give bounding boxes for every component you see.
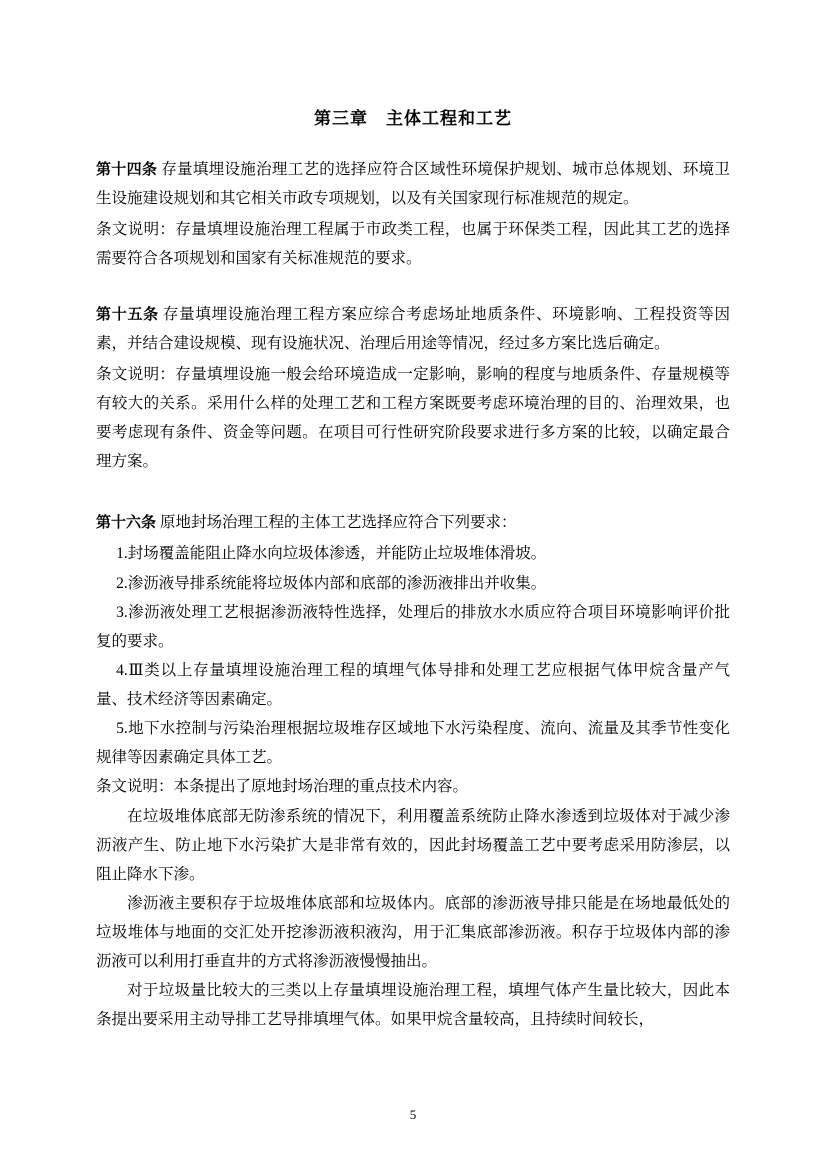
article-16-body <box>96 508 730 537</box>
article-16 <box>96 508 730 1034</box>
article-16-item-1: 1.封场覆盖能阻止降水向垃圾体渗透，并能防止垃圾堆体滑坡。 <box>116 545 547 563</box>
article-16-item-5: 5.地下水控制与污染治理根据垃圾堆存区域地下水污染程度、流向、流量及其季节性变化规律等因素确定具体工艺。 <box>96 720 730 767</box>
article-14-explanation: 条文说明：存量填埋设施治理工程属于市政类工程，也属于环保类工程，因此其工艺的选择需要符合各项规划和国家有关标准规范的要求。 <box>96 221 730 268</box>
article-15 <box>96 300 730 477</box>
spacer <box>96 482 730 508</box>
article-15-explanation: 条文说明：存量填埋设施一般会给环境造成一定影响，影响的程度与地质条件、存量规模等有较大的关系。采用什么样的处理工艺和工程方案既要考虑环境治理的目的、治理效果，也要考虑现有条件、资金等问题。在项目可行性研究阶段要求进行多方案的比较，以确定最合理方案。 <box>96 365 730 471</box>
article-15-text: 存量填埋设施治理工程方案应综合考虑场址地质条件、环境影响、工程投资等因素，并结合建设规模、现有设施状况、治理后用途等情况，经过多方案比选后确定。 <box>96 305 730 352</box>
article-16-item-4: 4.Ⅲ类以上存量填埋设施治理工程的填埋气体导排和处理工艺应根据气体甲烷含量产气量、技术经济等因素确定。 <box>96 661 730 708</box>
page-number: 5 <box>409 1107 417 1122</box>
article-16-explanation: 条文说明：本条提出了原地封场治理的重点技术内容。 <box>96 778 469 796</box>
spacer <box>96 280 730 300</box>
article-15-body <box>96 300 730 358</box>
article-16-explanation-para-3: 对于垃圾量比较大的三类以上存量填埋设施治理工程，填埋气体产生量比较大，因此本条提出要采用主动导排工艺导排填埋气体。如果甲烷含量较高，且持续时间较长， <box>96 982 730 1029</box>
article-16-explanation-para-1: 在垃圾堆体底部无防渗系统的情况下，利用覆盖系统防止降水渗透到垃圾体对于减少渗沥液产生、防止地下水污染扩大是非常有效的，因此封场覆盖工艺中要考虑采用防渗层，以阻止降水下渗。 <box>96 807 730 883</box>
article-15-label: 第十五条 <box>96 304 159 323</box>
article-14 <box>96 155 730 274</box>
article-16-item-2: 2.渗沥液导排系统能将垃圾体内部和底部的渗沥液排出并收集。 <box>116 574 547 592</box>
article-14-body <box>96 155 730 213</box>
article-16-item-3: 3.渗沥液处理工艺根据渗沥液特性选择，处理后的排放水水质应符合项目环境影响评价批复的要求。 <box>96 603 730 650</box>
article-16-label: 第十六条 <box>96 513 157 532</box>
article-16-text: 原地封场治理工程的主体工艺选择应符合下列要求： <box>160 514 517 532</box>
chapter-title: 第三章 主体工程和工艺 <box>314 109 512 129</box>
article-16-explanation-para-2: 渗沥液主要积存于垃圾堆体底部和垃圾体内。底部的渗沥液导排只能是在场地最低处的垃圾堆体与地面的交汇处开挖渗沥液积液沟，用于汇集底部渗沥液。积存于垃圾体内部的渗沥液可以利用打垂直井的方式将渗沥液慢慢抽出。 <box>96 894 730 971</box>
article-14-text: 存量填埋设施治理工艺的选择应符合区域性环境保护规划、城市总体规划、环境卫生设施建设规划和其它相关市政专项规划，以及有关国家现行标准规范的规定。 <box>96 161 730 208</box>
article-14-label: 第十四条 <box>96 160 158 178</box>
